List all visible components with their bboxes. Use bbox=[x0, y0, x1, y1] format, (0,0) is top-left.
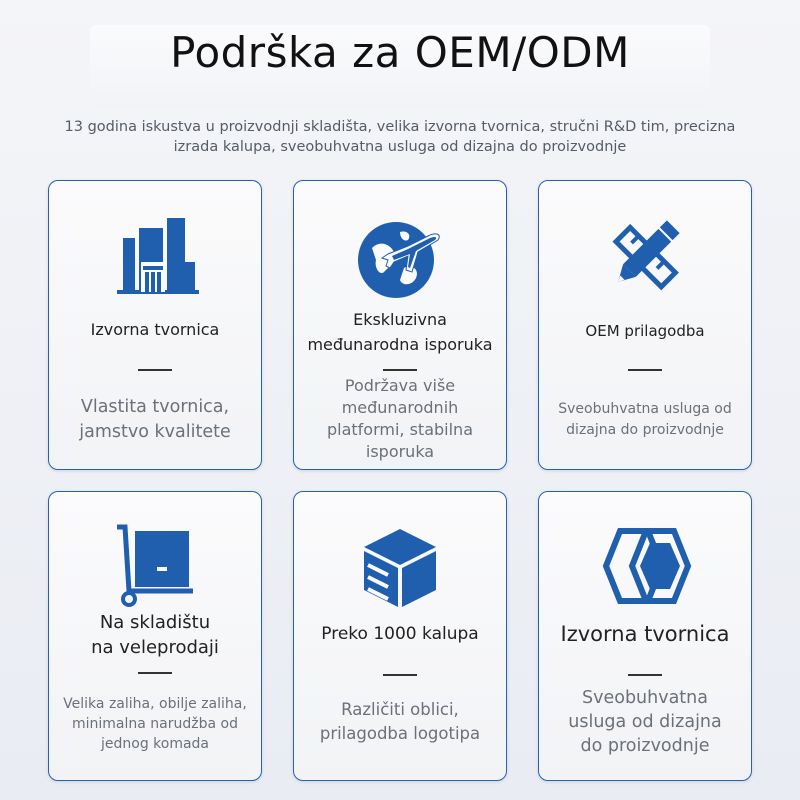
card-title-line: međunarodna isporuka bbox=[307, 335, 493, 354]
feature-card-molds bbox=[293, 491, 507, 781]
card-title-line: Ekskluzivna bbox=[353, 310, 447, 329]
card-title-line: Izvorna tvornica bbox=[90, 320, 220, 339]
card-desc-line: platformi, stabilna bbox=[326, 420, 473, 439]
card-divider bbox=[383, 369, 417, 371]
pencil-ruler-icon bbox=[539, 207, 751, 302]
globe-plane-icon bbox=[294, 207, 506, 302]
card-title-line: Izvorna tvornica bbox=[560, 622, 730, 646]
card-desc-line: međunarodnih bbox=[341, 398, 459, 417]
card-desc-line: dizajna do proizvodnje bbox=[566, 422, 724, 438]
card-description bbox=[547, 399, 743, 441]
card-desc-line: do proizvodnje bbox=[580, 736, 710, 756]
subtitle-line: 13 godina iskustva u proizvodnji skladišta, velika izvorna tvornica, stručni R&D tim, precizna bbox=[64, 119, 736, 135]
card-title bbox=[547, 622, 743, 647]
card-desc-line: Sveobuhvatna bbox=[582, 688, 708, 708]
feature-card-source bbox=[538, 491, 752, 781]
card-title-line: Na skladištu bbox=[99, 612, 211, 633]
card-description bbox=[547, 686, 743, 758]
card-title bbox=[57, 317, 253, 342]
card-description bbox=[57, 395, 253, 445]
feature-card-oem bbox=[538, 180, 752, 470]
card-divider bbox=[138, 369, 172, 371]
card-title bbox=[302, 307, 498, 357]
factory-icon bbox=[49, 207, 261, 302]
card-title-line: na veleprodaji bbox=[91, 637, 219, 658]
card-divider bbox=[628, 369, 662, 371]
card-description bbox=[302, 375, 498, 463]
card-desc-line: usluga od dizajna bbox=[568, 712, 722, 732]
card-divider bbox=[138, 672, 172, 674]
card-description bbox=[57, 694, 253, 754]
card-desc-line: Podržava više bbox=[344, 376, 456, 395]
card-desc-line: minimalna narudžba od bbox=[72, 716, 238, 732]
card-desc-line: isporuka bbox=[365, 442, 435, 461]
card-title-line: Preko 1000 kalupa bbox=[321, 624, 479, 644]
stacked-box-icon bbox=[294, 518, 506, 613]
card-title-line: OEM prilagodba bbox=[585, 322, 705, 340]
page-subtitle bbox=[40, 117, 760, 157]
card-title bbox=[547, 319, 743, 344]
hand-truck-icon bbox=[49, 518, 261, 613]
card-desc-line: prilagodba logotipa bbox=[319, 724, 481, 743]
card-desc-line: jamstvo kvalitete bbox=[79, 422, 231, 442]
card-divider bbox=[628, 674, 662, 676]
feature-card-stock bbox=[48, 491, 262, 781]
card-desc-line: Različiti oblici, bbox=[341, 700, 459, 719]
subtitle-line: izrada kalupa, sveobuhvatna usluga od dizajna do proizvodnje bbox=[173, 139, 627, 155]
feature-card-shipping bbox=[293, 180, 507, 470]
card-title bbox=[57, 610, 253, 660]
hexagon-icon bbox=[539, 518, 751, 613]
card-description bbox=[302, 698, 498, 746]
feature-card-factory bbox=[48, 180, 262, 470]
card-title bbox=[302, 622, 498, 647]
card-divider bbox=[383, 674, 417, 676]
page-title: Podrška za OEM/ODM bbox=[170, 28, 630, 77]
card-desc-line: jednog komada bbox=[100, 736, 210, 752]
card-desc-line: Velika zaliha, obilje zaliha, bbox=[63, 696, 247, 712]
card-desc-line: Vlastita tvornica, bbox=[80, 397, 230, 417]
card-desc-line: Sveobuhvatna usluga od bbox=[558, 401, 732, 417]
